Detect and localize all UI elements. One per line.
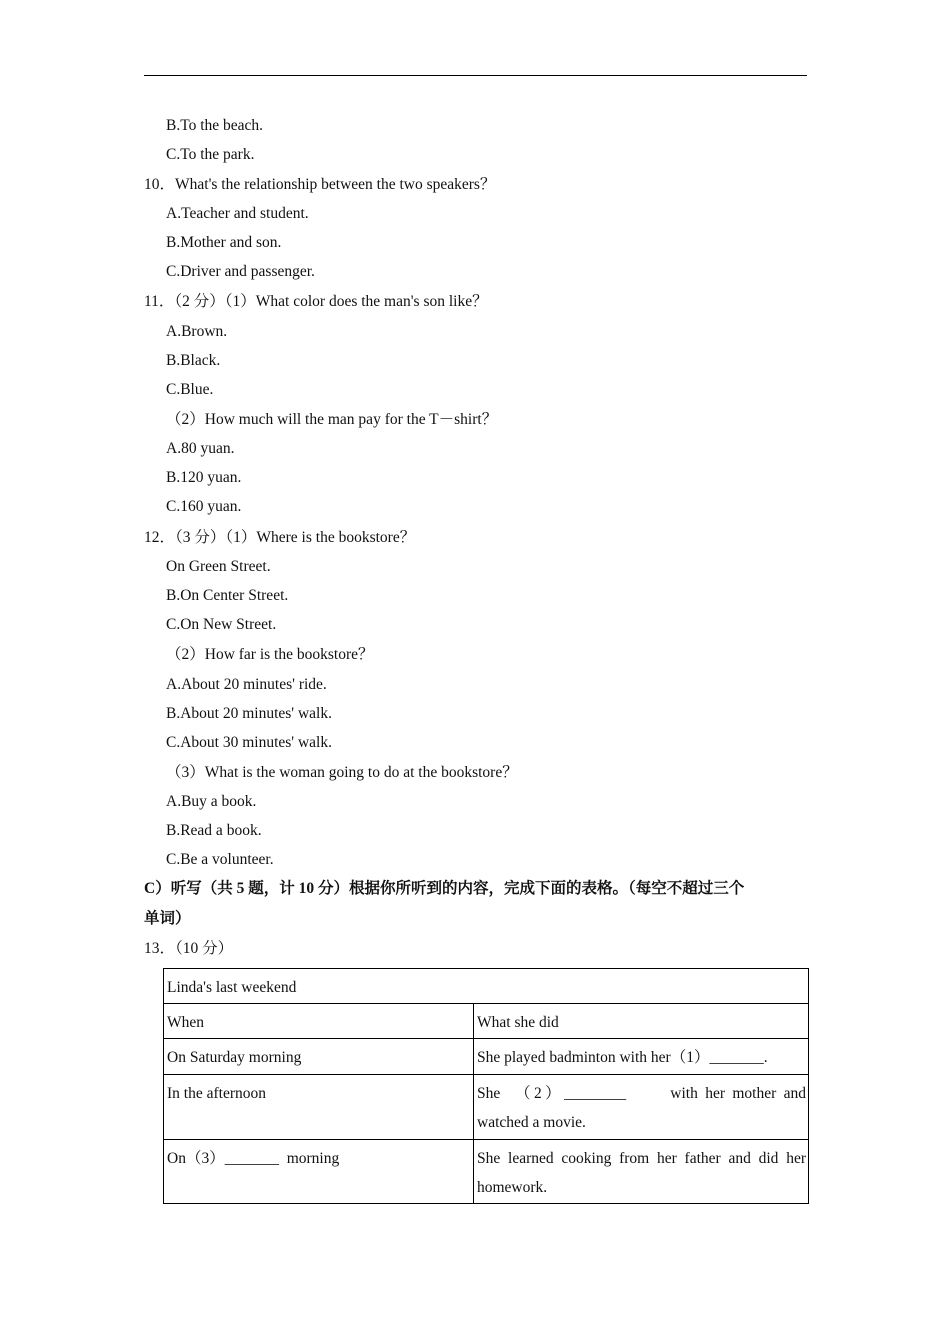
option-12-1b: B.On Center Street. bbox=[166, 587, 289, 604]
answer-table bbox=[163, 968, 809, 1204]
option-10c: C.Driver and passenger. bbox=[166, 263, 315, 280]
option-11-1b: B.Black. bbox=[166, 352, 221, 369]
section-c-heading: C）听写（共 5 题，计 10 分）根据你所听到的内容，完成下面的表格。（每空不超过三个 bbox=[144, 880, 745, 897]
table-title: Linda's last weekend bbox=[164, 969, 809, 1004]
question-13: 13．（10 分） bbox=[144, 940, 234, 957]
option-10b: B.Mother and son. bbox=[166, 234, 282, 251]
question-12-3: （3）What is the woman going to do at the bookstore？ bbox=[166, 764, 518, 781]
header-what: What she did bbox=[474, 1004, 809, 1039]
option-12-1a: On Green Street. bbox=[166, 558, 271, 575]
section-c-heading-cont: 单词） bbox=[144, 910, 191, 927]
question-12-1: 12．（3 分）（1）Where is the bookstore？ bbox=[144, 529, 416, 546]
header-rule bbox=[144, 75, 807, 76]
option-12-2c: C.About 30 minutes' walk. bbox=[166, 734, 332, 751]
row1-when: On Saturday morning bbox=[164, 1039, 474, 1075]
question-12-2: （2）How far is the bookstore？ bbox=[166, 646, 374, 663]
option-11-2c: C.160 yuan. bbox=[166, 498, 242, 515]
row3-when: On（3）_______ morning bbox=[164, 1140, 474, 1204]
option-9c: C.To the park. bbox=[166, 146, 255, 163]
header-when: When bbox=[164, 1004, 474, 1039]
option-12-3a: A.Buy a book. bbox=[166, 793, 257, 810]
option-11-2a: A.80 yuan. bbox=[166, 440, 235, 457]
row3-what: She learned cooking from her father and did her homework. bbox=[474, 1140, 809, 1204]
question-11-2: （2）How much will the man pay for the T－shirt？ bbox=[166, 411, 498, 428]
option-12-3c: C.Be a volunteer. bbox=[166, 851, 274, 868]
row1-what: She played badminton with her（1）_______. bbox=[474, 1039, 809, 1075]
option-10a: A.Teacher and student. bbox=[166, 205, 309, 222]
row2-when: In the afternoon bbox=[164, 1075, 474, 1140]
option-12-1c: C.On New Street. bbox=[166, 616, 277, 633]
question-10: 10．What's the relationship between the two speakers？ bbox=[144, 176, 496, 193]
option-12-2b: B.About 20 minutes' walk. bbox=[166, 705, 332, 722]
question-11-1: 11．（2 分）（1）What color does the man's son like？ bbox=[144, 293, 488, 310]
option-11-1a: A.Brown. bbox=[166, 323, 228, 340]
option-11-2b: B.120 yuan. bbox=[166, 469, 242, 486]
option-9b: B.To the beach. bbox=[166, 117, 264, 134]
option-12-3b: B.Read a book. bbox=[166, 822, 262, 839]
option-12-2a: A.About 20 minutes' ride. bbox=[166, 676, 327, 693]
row2-what: She （2）________ with her mother and watched a movie. bbox=[474, 1075, 809, 1140]
option-11-1c: C.Blue. bbox=[166, 381, 214, 398]
